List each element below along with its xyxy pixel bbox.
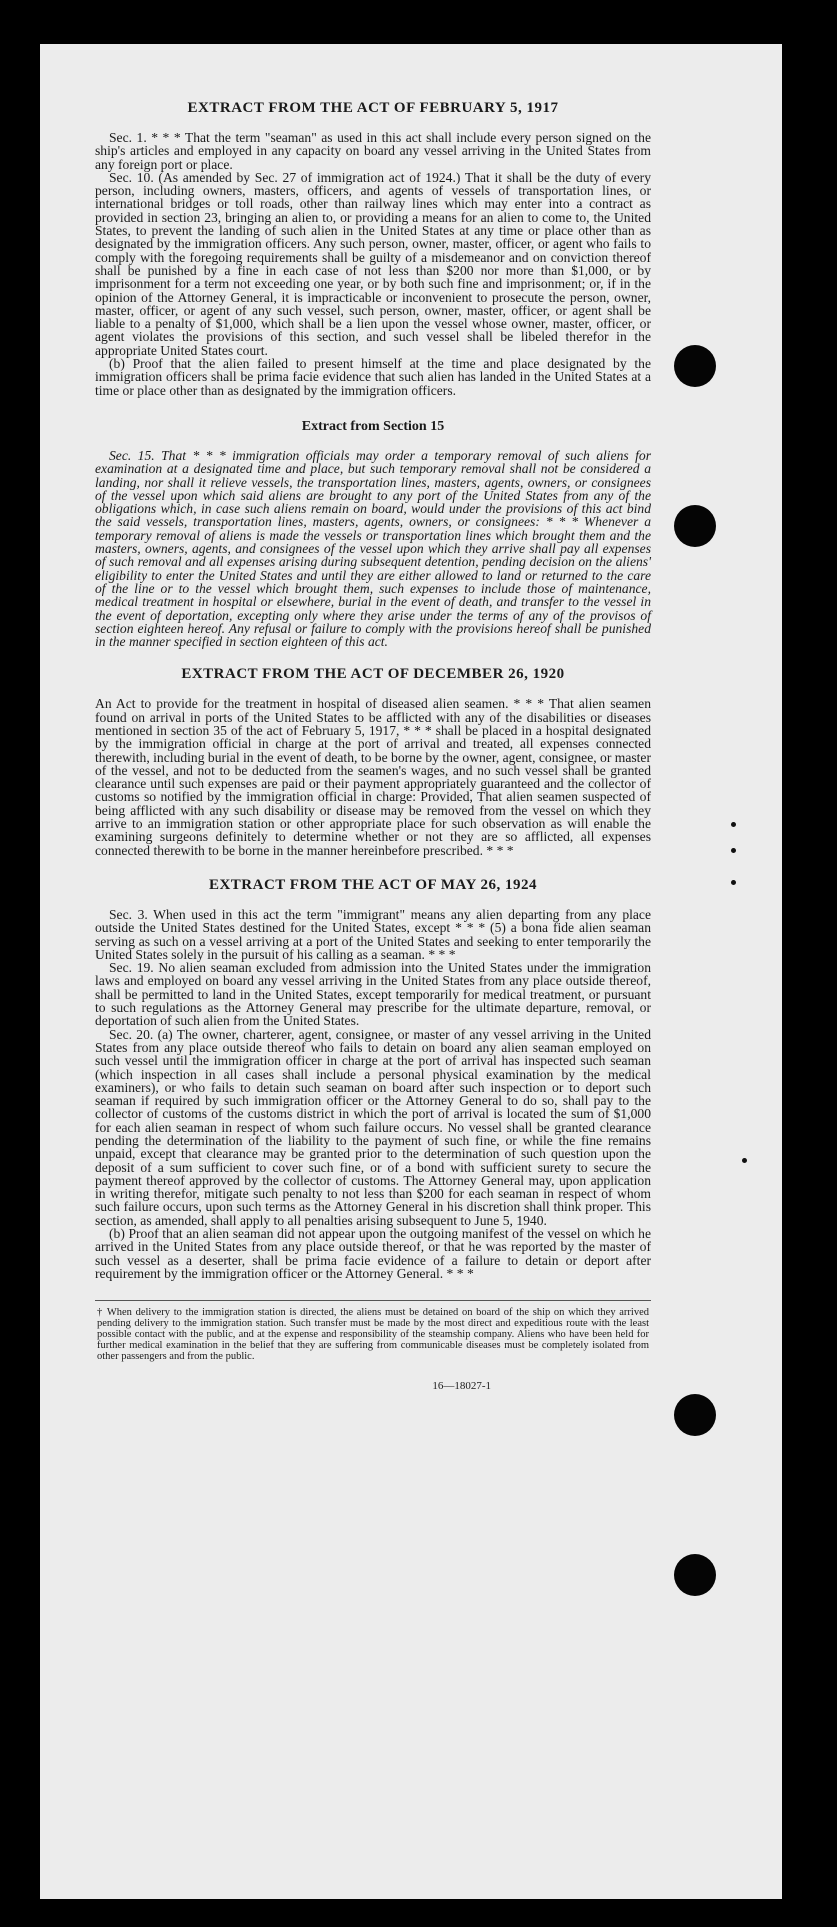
section-19: Sec. 19. No alien seaman excluded from admission into the United States under the immigration laws and employed on board any vessel arriving in the United States from any place outside thereof, shall be permitted to land in the United States, except temporarily for medical treatment, or pursuant to such regulations as the Attorney General may prescribe for the ultimate departure, removal, or deportation of such alien from the United States.	[95, 960, 651, 1029]
footnote-divider	[95, 1300, 651, 1301]
section-10b: (b) Proof that the alien failed to present himself at the time and place designated by the immigration officers shall be prima facie evidence that such alien has landed in the United States at a time or place other than as designated by the immigration officers.	[95, 356, 651, 398]
form-number: 16—18027-1	[432, 1380, 491, 1393]
footnote: † When delivery to the immigration station is directed, the aliens must be detained on board of the ship on which they arrived pending delivery to the immigration station. Such transfer must be made by the most direct and expeditious route with the least possible contact with the public, and at the expense and responsibility of the steamship company. Aliens who have been held for further medical examination in the belief that they are suffering from communicable diseases must be completely isolated from other passengers and from the public.	[97, 1307, 649, 1363]
punch-hole-2	[674, 505, 716, 547]
heading-act-1920: EXTRACT FROM THE ACT OF DECEMBER 26, 1920	[181, 666, 565, 683]
section-10: Sec. 10. (As amended by Sec. 27 of immigration act of 1924.) That it shall be the duty of every person, including owners, masters, officers, and agents of vessels of transportation lines, or international bridges or toll roads, other than railway lines which may enter into a contract as provided in section 23, bringing an alien to, or providing a means for an alien to come to, the United States, to prevent the landing of such alien in the United States at any time or place other than as designated by the immigration officers. Any such person, owner, master, officer, or agent who fails to comply with the foregoing requirements shall be guilty of a misdemeanor and on conviction thereof shall be punished by a fine in each case of not less than $200 nor more than $1,000, or by imprisonment for a term not exceeding one year, or by both such fine and imprisonment; or, if in the opinion of the Attorney General, it is impracticable or inconvenient to prosecute the person, owner, master, officer, or agent of any such vessel, such person, owner, master, officer, or agent shall be liable to a penalty of $1,000, which shall be a lien upon the vessel whose owner, master, officer, or agent violates the provisions of this section, and such vessel shall be libeled therefor in the appropriate United States court.	[95, 169, 651, 358]
punch-hole-3	[674, 1394, 716, 1436]
document-body	[95, 100, 651, 1394]
act-1920-text: An Act to provide for the treatment in hospital of diseased alien seamen. * * * That alien seamen found on arrival in ports of the United States to be afflicted with any of the disabilities or diseases mentioned in section 35 of the act of February 5, 1917, * * * shall be placed in a hospital designated by the immigration official in charge at the port of arrival and treated, all expenses connected therewith, including burial in the event of death, to be borne by the owner, agent, consignee, or master of the vessel, and not to be deducted from the seamen's wages, and no such vessel shall be granted clearance until such expenses are paid or their payment appropriately guaranteed and the collector of customs so notified by the immigration official in charge: Provided, That alien seamen suspected of being afflicted with any such disability or disease may be removed from the vessel on which they arrive to an immigration station or other appropriate place for such observation as will enable the examining surgeons definitely to determine whether or not they are so afflicted, all expenses connected therewith to be borne in the manner hereinbefore prescribed. * * *	[95, 696, 651, 858]
speck	[731, 822, 736, 827]
punch-hole-4	[674, 1554, 716, 1596]
speck	[742, 1158, 747, 1163]
heading-act-1924: EXTRACT FROM THE ACT OF MAY 26, 1924	[208, 876, 538, 893]
heading-section-15: Extract from Section 15	[301, 418, 445, 434]
section-20: Sec. 20. (a) The owner, charterer, agent, consignee, or master of any vessel arriving in the United States from any place outside thereof who fails to detain on board any alien seaman employed on such vessel until the immigration officer in charge at the port of arrival has inspected such seaman (which inspection in all cases shall include a personal physical examination by the medical examiners), or who fails to detain such seaman on board after such inspection or to deport such seaman if required by such immigration officer or the Attorney General to do so, shall pay to the collector of customs of the customs district in which the port of arrival is located the sum of $1,000 for each alien seaman in respect of whom such failure occurs. No vessel shall be granted clearance pending the determination of the liability to the payment of such fine, or while the fine remains unpaid, except that clearance may be granted prior to the determination of such question upon the deposit of a sum sufficient to cover such fine, or of a bond with sufficient surety to secure the payment thereof approved by the collector of customs. The Attorney General may, upon application in writing therefor, mitigate such penalty to not less than $200 for each seaman in respect of whom such failure occurs, upon such terms as the Attorney General in his discretion shall think proper. This section, as amended, shall apply to all penalties arising subsequent to June 5, 1940.	[95, 1026, 651, 1228]
heading-act-1917: EXTRACT FROM THE ACT OF FEBRUARY 5, 1917	[187, 100, 559, 116]
section-1: Sec. 1. * * * That the term "seaman" as used in this act shall include every person signed on the ship's articles and employed in any capacity on board any vessel arriving in the United States from any foreign port or place.	[95, 130, 651, 172]
speck	[731, 880, 736, 885]
section-15: Sec. 15. That * * * immigration officials may order a temporary removal of such aliens for examination at a designated time and place, but such temporary removal shall not be considered a landing, nor shall it relieve vessels, the transportation lines, masters, agents, owners, or consignees of the vessel upon which said aliens are brought to any port of the United States from any of the obligations which, in case such aliens remain on board, would under the provisions of this act bind the said vessels, transportation lines, masters, agents, owners, or consignees: * * * Whenever a temporary removal of aliens is made the vessels or transportation lines which brought them and the masters, owners, agents, and consignees of the vessel upon which they arrive shall pay all expenses of such removal and all expenses arising during subsequent detention, pending decision on the aliens' eligibility to enter the United States and until they are either allowed to land or returned to the care of the line or to the vessel which brought them, such expenses to include those of maintenance, medical treatment in hospital or elsewhere, burial in the event of death, and transfer to the vessel in the event of deportation, excepting only where they arise under the terms of any of the provisos of section eighteen hereof. Any refusal or failure to comply with the provisions hereof shall be punished in the manner specified in section eighteen of this act.	[95, 447, 651, 650]
section-3: Sec. 3. When used in this act the term "immigrant" means any alien departing from any place outside the United States destined for the United States, except * * * (5) a bona fide alien seaman serving as such on a vessel arriving at a port of the United States and seeking to enter temporarily the United States solely in the pursuit of his calling as a seaman. * * *	[95, 906, 651, 962]
speck	[731, 848, 736, 853]
section-20b: (b) Proof that an alien seaman did not appear upon the outgoing manifest of the vessel on which he arrived in the United States from any place outside thereof, or that he was reported by the master of such vessel as a deserter, shall be prima facie evidence of a failure to detain or deport after requirement by the immigration officer or the Attorney General. * * *	[95, 1226, 651, 1281]
punch-hole-1	[674, 345, 716, 387]
